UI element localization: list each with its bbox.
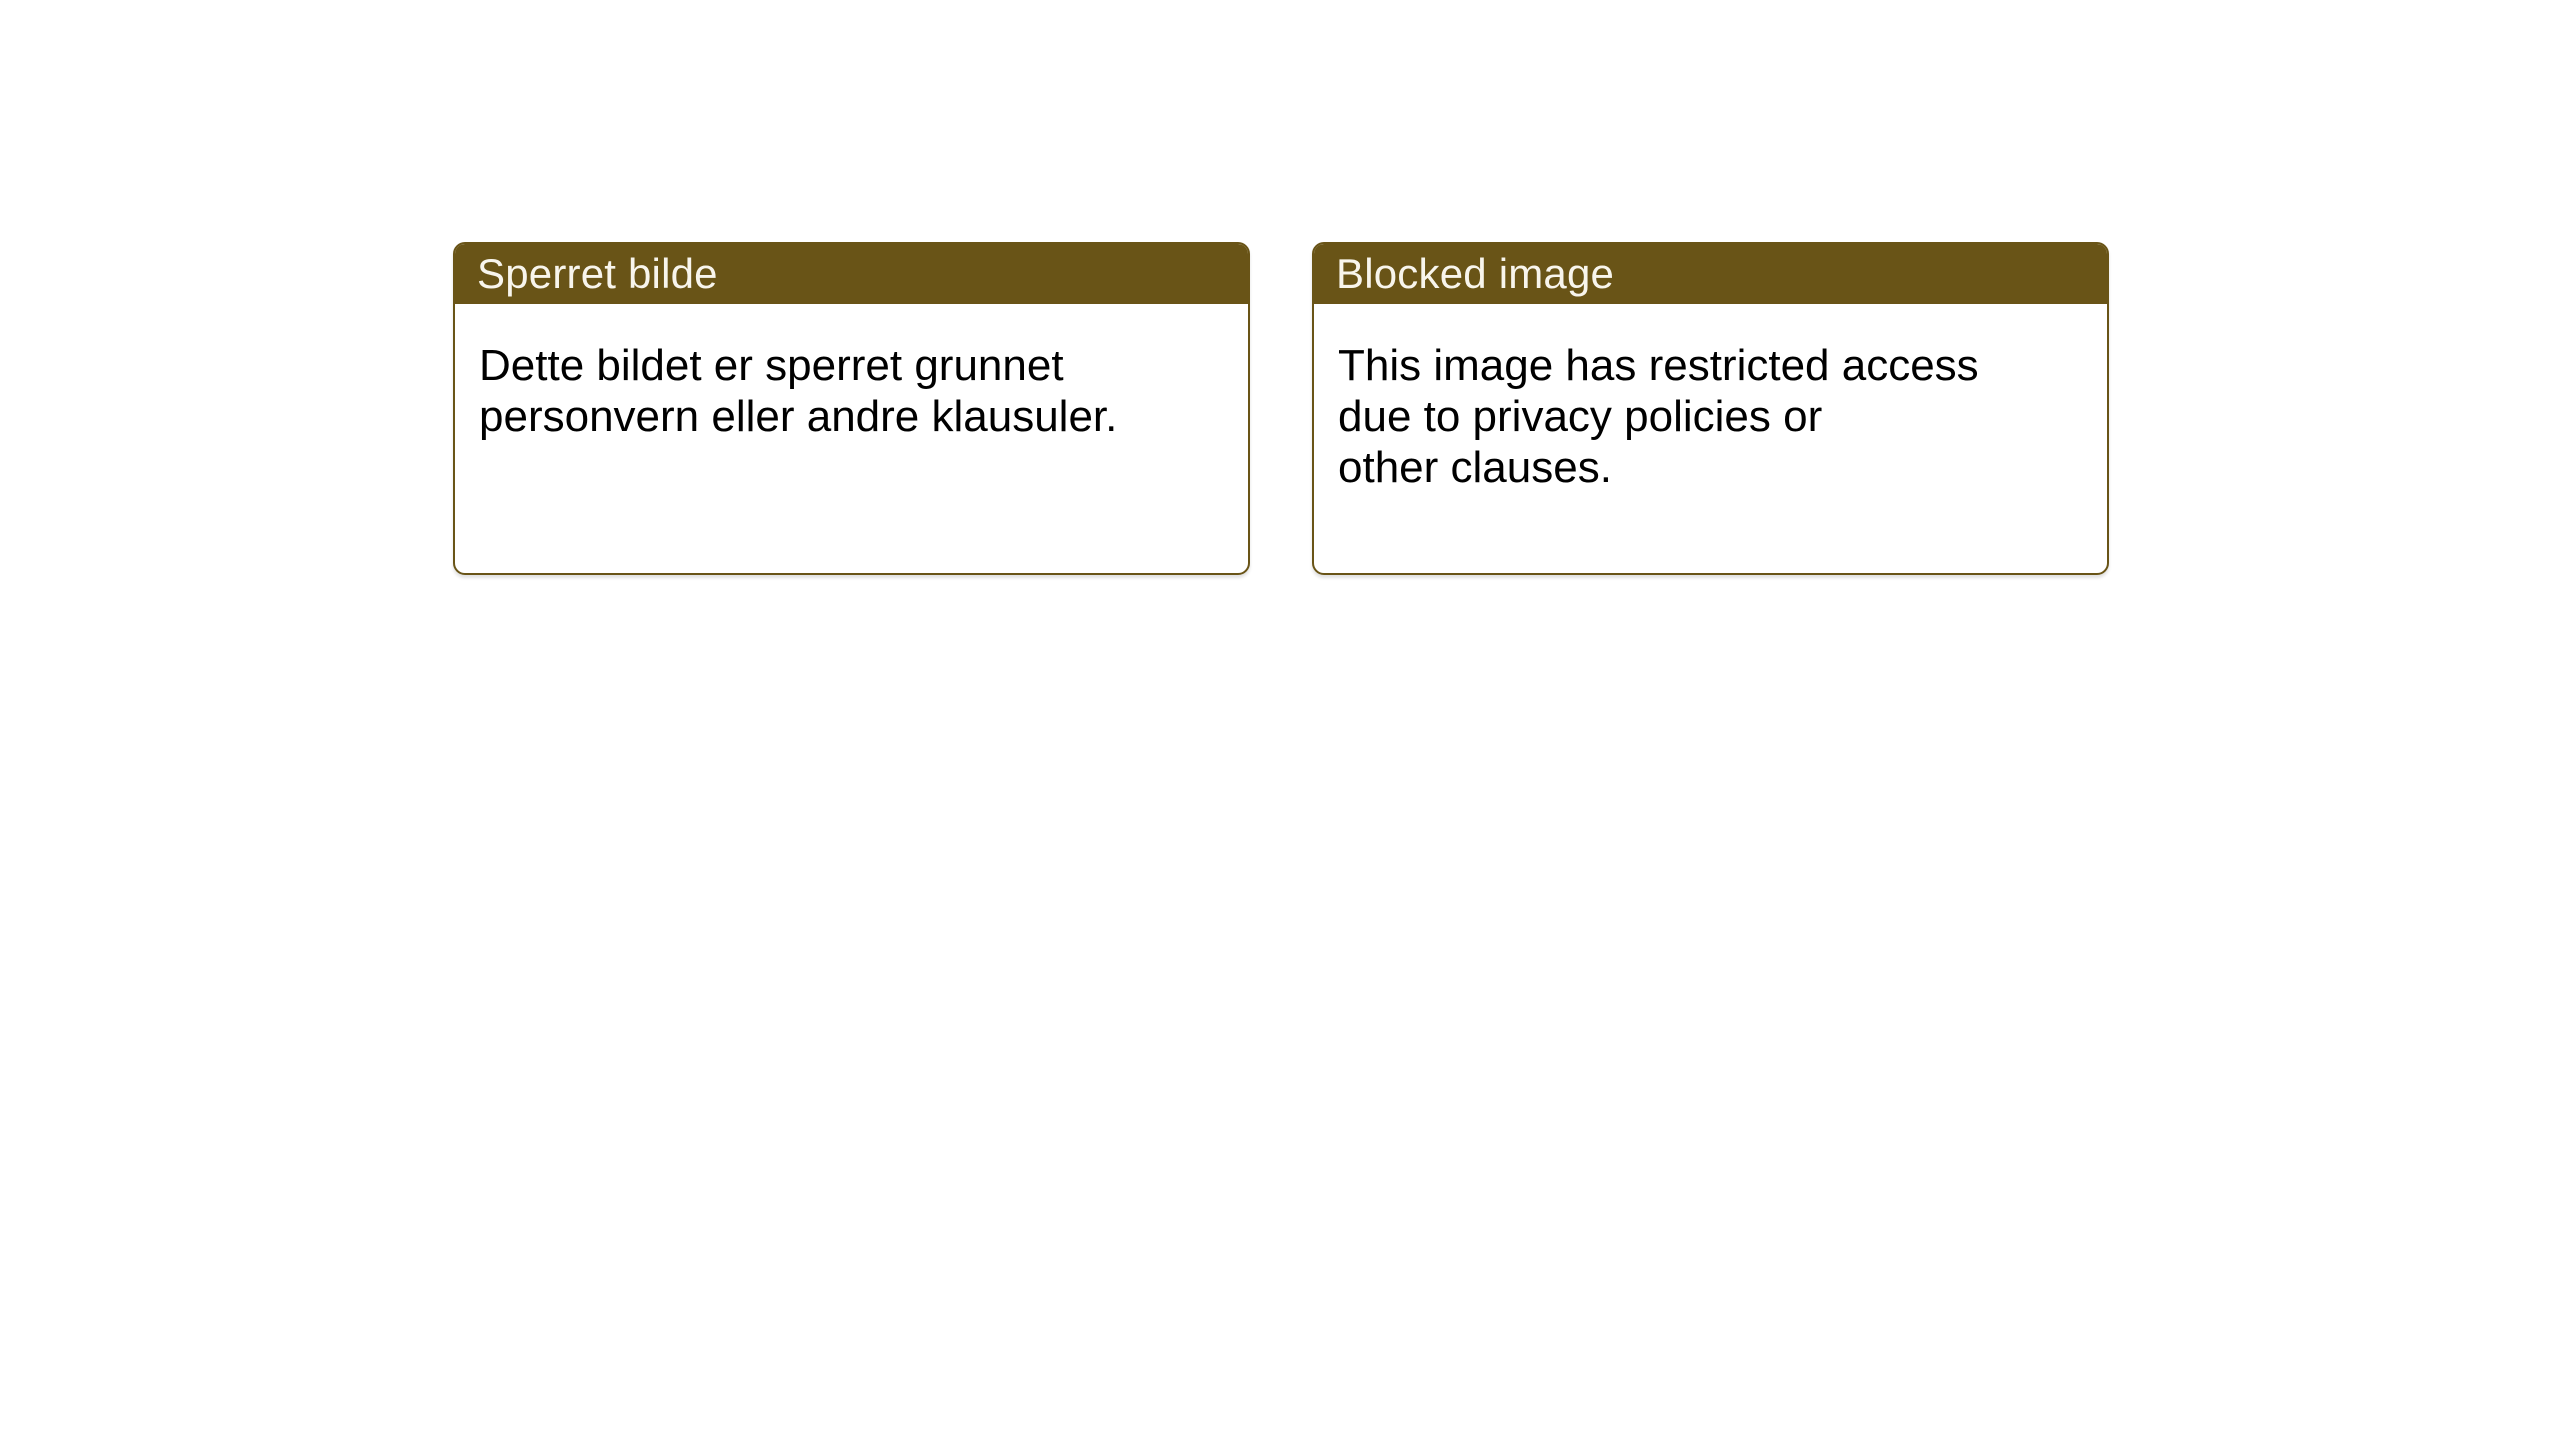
notice-message-line: other clauses. — [1338, 443, 1612, 492]
notice-header — [455, 244, 1248, 304]
notice-message — [1338, 340, 2083, 493]
notice-message-line: This image has restricted access — [1338, 341, 1979, 390]
blocked-image-notice-english — [1312, 242, 2109, 575]
notice-message-line: Dette bildet er sperret grunnet — [479, 341, 1064, 390]
notice-title: Sperret bilde — [477, 250, 718, 297]
notice-message-line: due to privacy policies or — [1338, 392, 1823, 441]
blocked-image-notice-norwegian — [453, 242, 1250, 575]
notice-message — [479, 340, 1224, 442]
notice-body — [455, 304, 1248, 442]
notice-message-line: personvern eller andre klausuler. — [479, 392, 1118, 441]
notice-body — [1314, 304, 2107, 493]
notice-header — [1314, 244, 2107, 304]
notice-title: Blocked image — [1336, 250, 1615, 297]
